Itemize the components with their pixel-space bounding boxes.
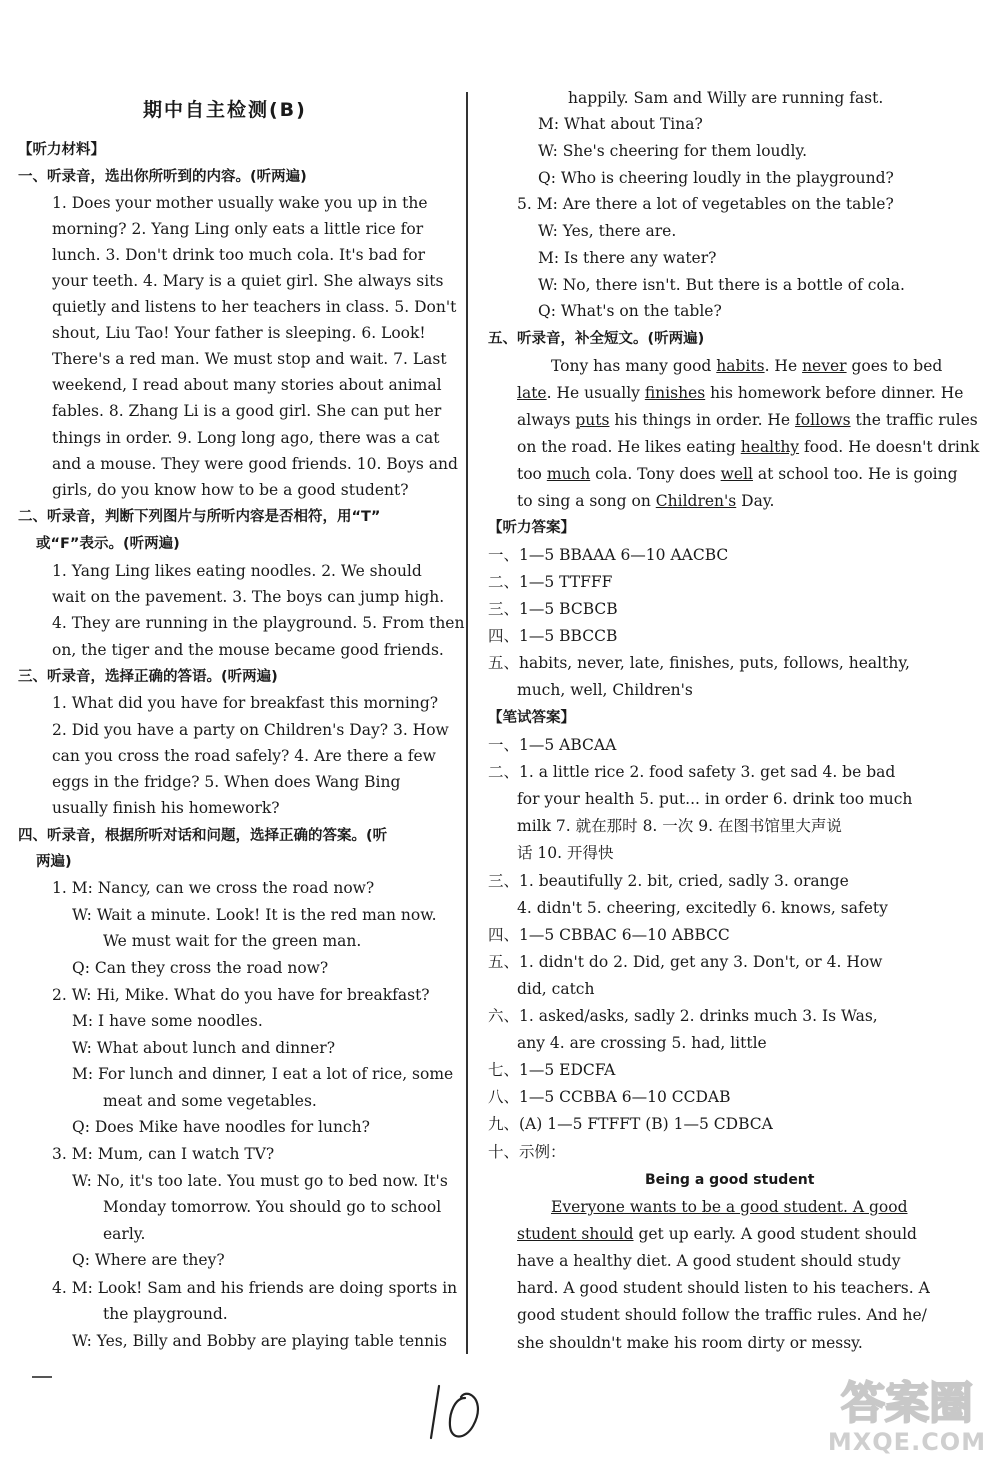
answer-line: 六、1. asked/asks, sadly 2. drinks much 3. Is Was, xyxy=(488,1007,878,1025)
text-line: Q: What's on the table? xyxy=(538,302,722,320)
text-run: always xyxy=(517,411,576,429)
text-line: M: Is there any water? xyxy=(538,249,717,267)
essay-line xyxy=(517,1251,901,1271)
answer-line: any 4. are crossing 5. had, little xyxy=(517,1034,767,1052)
text-line: 1. What did you have for breakfast this morning? xyxy=(52,694,439,712)
text-run: Day. xyxy=(736,492,775,510)
text-line: 2. Did you have a party on Children's Day? 3. How xyxy=(52,721,449,739)
text-line: things in order. 9. Long long ago, there was a cat xyxy=(52,429,440,447)
answer-line: for your health 5. put... in order 6. drink too much xyxy=(517,790,913,808)
answer-line: 三、1. beautifully 2. bit, cried, sadly 3. orange xyxy=(488,872,849,890)
text-line: wait on the pavement. 3. The boys can jump high. xyxy=(52,588,445,606)
text-line: There's a red man. We must stop and wait. 7. Last xyxy=(52,350,447,368)
text-line: W: Wait a minute. Look! It is the red man now. xyxy=(72,906,437,924)
essay-title: Being a good student xyxy=(645,1172,815,1188)
passage-line xyxy=(551,356,942,376)
text-run: hard. A good student should listen to his teachers. A xyxy=(517,1279,930,1297)
essay-line xyxy=(517,1224,917,1244)
text-line: 【听力材料】 xyxy=(18,142,105,158)
answer-line: did, catch xyxy=(517,980,595,998)
answer-line: milk 7. 就在那时 8. 一次 9. 在图书馆里大声说 xyxy=(517,817,842,835)
text-line: 4. M: Look! Sam and his friends are doing sports in xyxy=(52,1279,458,1297)
text-line: meat and some vegetables. xyxy=(103,1092,317,1110)
answer-line: 话 10. 开得快 xyxy=(517,844,614,862)
text-line: lunch. 3. Don't drink too much cola. It's bad for xyxy=(52,246,426,264)
text-line: 三、听录音，选择正确的答语。(听两遍) xyxy=(18,669,278,685)
text-line: We must wait for the green man. xyxy=(103,932,362,950)
answer-line: 一、1—5 BBAAA 6—10 AACBC xyxy=(488,546,729,564)
filled-blank-word: never xyxy=(802,357,847,375)
text-run: goes to bed xyxy=(846,357,943,375)
answer-line: 二、1. a little rice 2. food safety 3. get sad 4. be bad xyxy=(488,763,896,781)
text-line: weekend, I read about many stories about animal xyxy=(52,376,442,394)
filled-blank-word: finishes xyxy=(644,384,706,402)
passage-line xyxy=(517,491,774,511)
text-line: M: I have some noodles. xyxy=(72,1012,263,1030)
text-run: cola. Tony does xyxy=(590,465,721,483)
text-line: Q: Who is cheering loudly in the playground? xyxy=(538,169,894,187)
text-run: food. He doesn't drink xyxy=(799,438,980,456)
text-line: 一、听录音，选出你所听到的内容。(听两遍) xyxy=(18,169,307,185)
text-line: W: No, it's too late. You must go to bed now. It's xyxy=(72,1172,448,1190)
filled-blank-word: Children's xyxy=(655,492,737,510)
text-run: have a healthy diet. A good student should study xyxy=(517,1252,901,1270)
filled-blank-word: well xyxy=(720,465,753,483)
answer-line: 九、(A) 1—5 FTFFT (B) 1—5 CDBCA xyxy=(488,1115,773,1133)
handwritten-page-number xyxy=(425,1368,495,1448)
text-line: W: No, there isn't. But there is a bottle of cola. xyxy=(538,276,905,294)
text-run: too xyxy=(517,465,547,483)
text-line: 4. They are running in the playground. 5. From then xyxy=(52,614,465,632)
text-line: girls, do you know how to be a good student? xyxy=(52,481,409,499)
text-line: your teeth. 4. Mary is a quiet girl. She always sits xyxy=(52,272,444,290)
essay-line xyxy=(551,1197,908,1217)
answer-line: 五、habits, never, late, finishes, puts, follows, healthy, xyxy=(488,654,910,672)
text-line: 或“F”表示。(听两遍) xyxy=(36,536,180,552)
text-line: shout, Liu Tao! Your father is sleeping. 6. Look! xyxy=(52,324,426,342)
text-run: good student should follow the traffic rules. And he/ xyxy=(517,1306,927,1324)
text-line: 1. Does your mother usually wake you up in the xyxy=(52,194,428,212)
text-line: usually finish his homework? xyxy=(52,799,280,817)
text-line: morning? 2. Yang Ling only eats a little rice for xyxy=(52,220,424,238)
text-line: happily. Sam and Willy are running fast. xyxy=(568,89,884,107)
text-line: W: What about lunch and dinner? xyxy=(72,1039,336,1057)
svg-text:答案圈: 答案圈 xyxy=(841,1378,973,1429)
filled-blank-word: much xyxy=(546,465,591,483)
text-line: W: Yes, Billy and Bobby are playing table tennis xyxy=(72,1332,448,1350)
text-line: the playground. xyxy=(103,1305,228,1323)
filled-blank-word: follows xyxy=(795,411,851,429)
passage-line xyxy=(517,437,979,457)
passage-line xyxy=(517,410,978,430)
text-line: fables. 8. Zhang Li is a good girl. She can put her xyxy=(52,402,442,420)
text-line: W: Yes, there are. xyxy=(538,222,677,240)
text-line: 5. M: Are there a lot of vegetables on the table? xyxy=(517,195,894,213)
text-run: the traffic rules xyxy=(850,411,978,429)
answer-line: 4. didn't 5. cheering, excitedly 6. knows, safety xyxy=(517,899,888,917)
text-run: on the road. He likes eating xyxy=(517,438,741,456)
text-line: W: She's cheering for them loudly. xyxy=(538,142,808,160)
text-line: M: What about Tina? xyxy=(538,115,703,133)
text-line: Q: Where are they? xyxy=(72,1251,225,1269)
text-run: get up early. A good student should xyxy=(633,1225,917,1243)
text-run: at school too. He is going xyxy=(752,465,958,483)
text-line: Monday tomorrow. You should go to school xyxy=(103,1198,442,1216)
answer-line: 八、1—5 CCBBA 6—10 CCDAB xyxy=(488,1088,731,1106)
filled-blank-word: student should xyxy=(517,1225,634,1243)
answer-line: 三、1—5 BCBCB xyxy=(488,600,618,618)
answer-line: 七、1—5 EDCFA xyxy=(488,1061,616,1079)
answer-line: much, well, Children's xyxy=(517,681,693,699)
text-line: early. xyxy=(103,1225,146,1243)
answer-line: 四、1—5 CBBAC 6—10 ABBCC xyxy=(488,926,730,944)
filled-blank-word: Everyone wants to be a good student. A good xyxy=(551,1198,908,1216)
filled-blank-word: healthy xyxy=(740,438,800,456)
page-title: 期中自主检测(B) xyxy=(143,99,307,121)
text-line: 二、听录音，判断下列图片与所听内容是否相符，用“T” xyxy=(18,509,381,525)
text-line: on, the tiger and the mouse became good friends. xyxy=(52,641,444,659)
passage-line xyxy=(517,383,963,403)
text-line: can you cross the road safely? 4. Are there a few xyxy=(52,747,436,765)
watermark-logo xyxy=(815,1368,995,1456)
text-line: eggs in the fridge? 5. When does Wang Bing xyxy=(52,773,401,791)
filled-blank-word: habits xyxy=(716,357,765,375)
answer-line: 五、1. didn't do 2. Did, get any 3. Don't, or 4. How xyxy=(488,953,883,971)
text-line: 1. M: Nancy, can we cross the road now? xyxy=(52,879,375,897)
text-line: Q: Does Mike have noodles for lunch? xyxy=(72,1118,370,1136)
text-line: 3. M: Mum, can I watch TV? xyxy=(52,1145,275,1163)
essay-line xyxy=(517,1333,863,1353)
text-line: 五、听录音，补全短文。(听两遍) xyxy=(488,331,705,347)
margin-mark xyxy=(32,1376,52,1378)
filled-blank-word: puts xyxy=(575,411,610,429)
filled-blank-word: late xyxy=(517,384,547,402)
text-line: Q: Can they cross the road now? xyxy=(72,959,329,977)
essay-line xyxy=(517,1305,927,1325)
answer-line: 【笔试答案】 xyxy=(488,710,575,726)
text-run: . He xyxy=(764,357,803,375)
text-run: . He usually xyxy=(546,384,645,402)
text-line: M: For lunch and dinner, I eat a lot of rice, some xyxy=(72,1065,454,1083)
text-run: Tony has many good xyxy=(551,357,717,375)
text-run: she shouldn't make his room dirty or messy. xyxy=(517,1334,863,1352)
text-line: quietly and listens to her teachers in class. 5. Don't xyxy=(52,298,457,316)
essay-line xyxy=(517,1278,930,1298)
svg-text:MXQE.COM: MXQE.COM xyxy=(827,1428,987,1456)
text-run: his homework before dinner. He xyxy=(705,384,964,402)
text-line: 1. Yang Ling likes eating noodles. 2. We should xyxy=(52,562,422,580)
text-run: his things in order. He xyxy=(609,411,796,429)
answer-line: 二、1—5 TTFFF xyxy=(488,573,613,591)
answer-line: 一、1—5 ABCAA xyxy=(488,736,617,754)
column-divider xyxy=(466,92,468,1354)
text-line: 两遍) xyxy=(36,854,72,870)
answer-line: 【听力答案】 xyxy=(488,520,575,536)
text-line: 四、听录音，根据所听对话和问题，选择正确的答案。(听 xyxy=(18,828,388,844)
passage-line xyxy=(517,464,958,484)
answer-line: 十、示例： xyxy=(488,1143,566,1161)
text-run: to sing a song on xyxy=(517,492,656,510)
text-line: 2. W: Hi, Mike. What do you have for breakfast? xyxy=(52,986,430,1004)
answer-line: 四、1—5 BBCCB xyxy=(488,627,618,645)
text-line: and a mouse. They were good friends. 10. Boys and xyxy=(52,455,458,473)
